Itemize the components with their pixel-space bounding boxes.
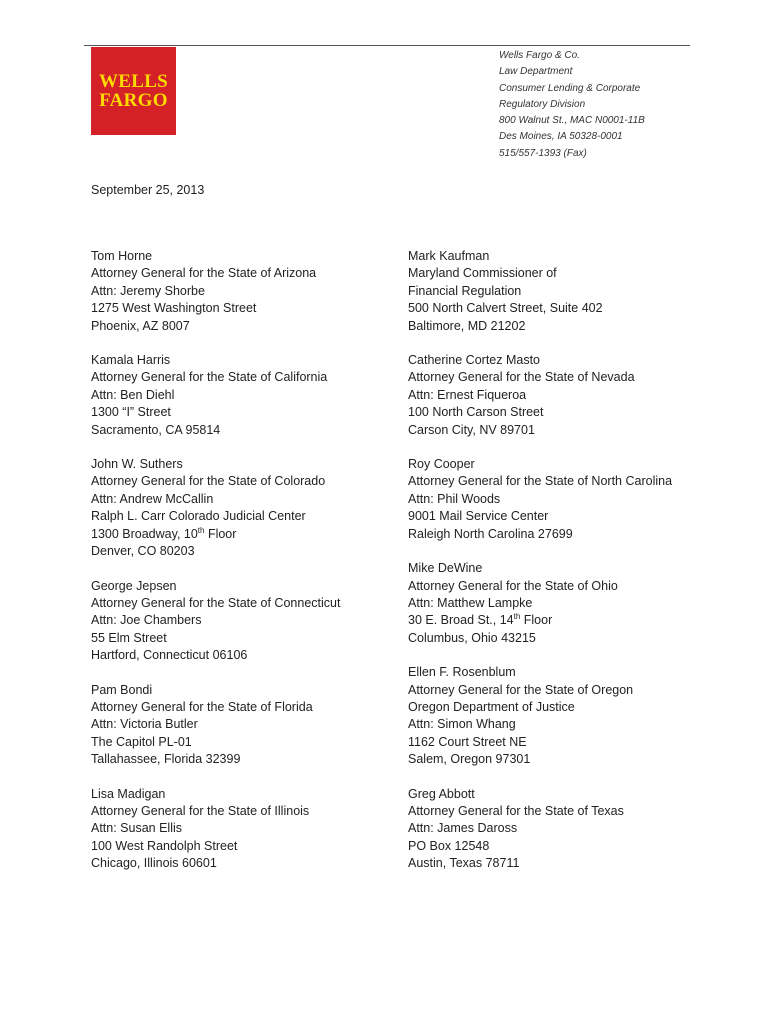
recipient-title: Attorney General for the State of Florida <box>91 699 313 714</box>
recipient-street <box>408 612 672 629</box>
recipient-attn: Attn: Phil Woods <box>408 491 501 506</box>
recipient-city: Hartford, Connecticut 06106 <box>91 648 248 663</box>
recipient-street: 500 North Calvert Street, Suite 402 <box>408 301 603 316</box>
logo-line-2: FARGO <box>99 90 168 111</box>
recipient-name: Greg Abbott <box>408 786 475 801</box>
recipient-street: 9001 Mail Service Center <box>408 509 549 524</box>
recipient-title: Attorney General for the State of Texas <box>408 803 624 818</box>
recipient-street: 1300 “I” Street <box>91 405 171 420</box>
recipient-address <box>408 352 672 439</box>
department-line: Regulatory Division <box>499 98 586 110</box>
recipient-name: Tom Horne <box>91 249 153 263</box>
recipient-city: Carson City, NV 89701 <box>408 422 535 437</box>
recipient-city: Phoenix, AZ 8007 <box>91 318 190 333</box>
street-text: 30 E. Broad St., 14 <box>408 613 514 628</box>
recipient-city: Baltimore, MD 21202 <box>408 318 526 333</box>
recipient-address <box>91 682 340 769</box>
recipient-title: Financial Regulation <box>408 283 522 298</box>
recipient-address <box>91 578 340 665</box>
recipient-address <box>408 786 672 873</box>
recipient-title: Attorney General for the State of Illinois <box>91 803 310 818</box>
recipient-attn: Attn: Ben Diehl <box>91 387 175 402</box>
recipient-address <box>408 664 672 768</box>
recipient-title: Attorney General for the State of Arizona <box>91 266 317 281</box>
department-address <box>499 48 645 162</box>
street-text: Floor <box>520 613 553 628</box>
recipient-name: Ellen F. Rosenblum <box>408 665 516 680</box>
department-line: Law Department <box>499 66 573 78</box>
recipient-name: Roy Cooper <box>408 457 475 472</box>
recipient-attn: Attn: Andrew McCallin <box>91 491 214 506</box>
recipient-city: Chicago, Illinois 60601 <box>91 856 217 871</box>
recipient-address <box>408 248 672 335</box>
recipient-city: Sacramento, CA 95814 <box>91 422 221 437</box>
ordinal-suffix: th <box>513 612 521 622</box>
recipient-attn: Attn: James Daross <box>408 821 518 836</box>
recipient-name: Mark Kaufman <box>408 249 490 263</box>
recipient-street: 1162 Court Street NE <box>408 734 527 749</box>
recipient-attn: Attn: Ernest Fiqueroa <box>408 387 527 402</box>
recipient-title: Attorney General for the State of North Carolina <box>408 474 673 489</box>
recipient-street <box>91 526 340 543</box>
recipient-street: The Capitol PL-01 <box>91 734 192 749</box>
recipient-building: Ralph L. Carr Colorado Judicial Center <box>91 509 306 524</box>
recipient-title: Attorney General for the State of Connecticut <box>91 595 341 610</box>
recipient-city: Denver, CO 80203 <box>91 544 195 559</box>
recipient-address <box>91 456 340 560</box>
recipient-name: Pam Bondi <box>91 682 153 697</box>
recipient-attn: Attn: Jeremy Shorbe <box>91 283 205 298</box>
recipient-street: 100 West Randolph Street <box>91 838 238 853</box>
recipient-title: Attorney General for the State of Ohio <box>408 578 618 593</box>
logo-line-1: WELLS <box>98 71 169 92</box>
recipient-address <box>91 786 340 873</box>
recipient-name: Catherine Cortez Masto <box>408 353 541 368</box>
recipient-attn: Attn: Susan Ellis <box>91 821 183 836</box>
recipient-address <box>91 248 340 335</box>
recipient-city: Austin, Texas 78711 <box>408 856 520 871</box>
department-line: Des Moines, IA 50328-0001 <box>499 131 623 143</box>
recipient-attn: Attn: Matthew Lampke <box>408 595 533 610</box>
recipient-street: 1275 West Washington Street <box>91 301 257 316</box>
recipient-attn: Attn: Joe Chambers <box>91 613 202 628</box>
street-text: Floor <box>204 526 237 541</box>
recipient-city: Salem, Oregon 97301 <box>408 752 531 767</box>
department-line: Wells Fargo & Co. <box>499 50 580 61</box>
recipient-name: Mike DeWine <box>408 561 483 576</box>
letter-date: September 25, 2013 <box>91 183 205 197</box>
department-line: 800 Walnut St., MAC N0001-11B <box>499 115 645 127</box>
recipient-city: Raleigh North Carolina 27699 <box>408 526 573 541</box>
recipient-city: Tallahassee, Florida 32399 <box>91 752 241 767</box>
recipients-left-column <box>91 248 340 873</box>
street-text: 1300 Broadway, 10 <box>91 526 198 541</box>
recipient-attn: Attn: Victoria Butler <box>91 717 198 732</box>
recipient-street: PO Box 12548 <box>408 838 490 853</box>
wells-fargo-logo <box>91 47 176 135</box>
recipient-name: Kamala Harris <box>91 353 171 368</box>
recipient-address <box>408 456 672 543</box>
recipient-street: 55 Elm Street <box>91 630 167 645</box>
recipient-address <box>91 352 340 439</box>
recipient-address <box>408 560 672 647</box>
recipient-name: Lisa Madigan <box>91 786 166 801</box>
recipient-title: Attorney General for the State of Nevada <box>408 370 635 385</box>
recipient-title: Maryland Commissioner of <box>408 266 557 281</box>
recipient-name: George Jepsen <box>91 578 177 593</box>
recipient-title: Attorney General for the State of Colorado <box>91 474 326 489</box>
recipient-name: John W. Suthers <box>91 457 183 472</box>
ordinal-suffix: th <box>197 525 205 535</box>
department-line: Consumer Lending & Corporate <box>499 82 641 94</box>
recipient-attn: Attn: Simon Whang <box>408 717 516 732</box>
recipient-city: Columbus, Ohio 43215 <box>408 630 536 645</box>
header-rule <box>84 45 690 46</box>
recipient-title: Attorney General for the State of Oregon <box>408 682 634 697</box>
department-line: 515/557-1393 (Fax) <box>499 147 587 159</box>
recipient-street: 100 North Carson Street <box>408 405 544 420</box>
recipient-dept: Oregon Department of Justice <box>408 699 575 714</box>
recipients-right-column <box>408 248 672 873</box>
recipient-title: Attorney General for the State of California <box>91 370 328 385</box>
